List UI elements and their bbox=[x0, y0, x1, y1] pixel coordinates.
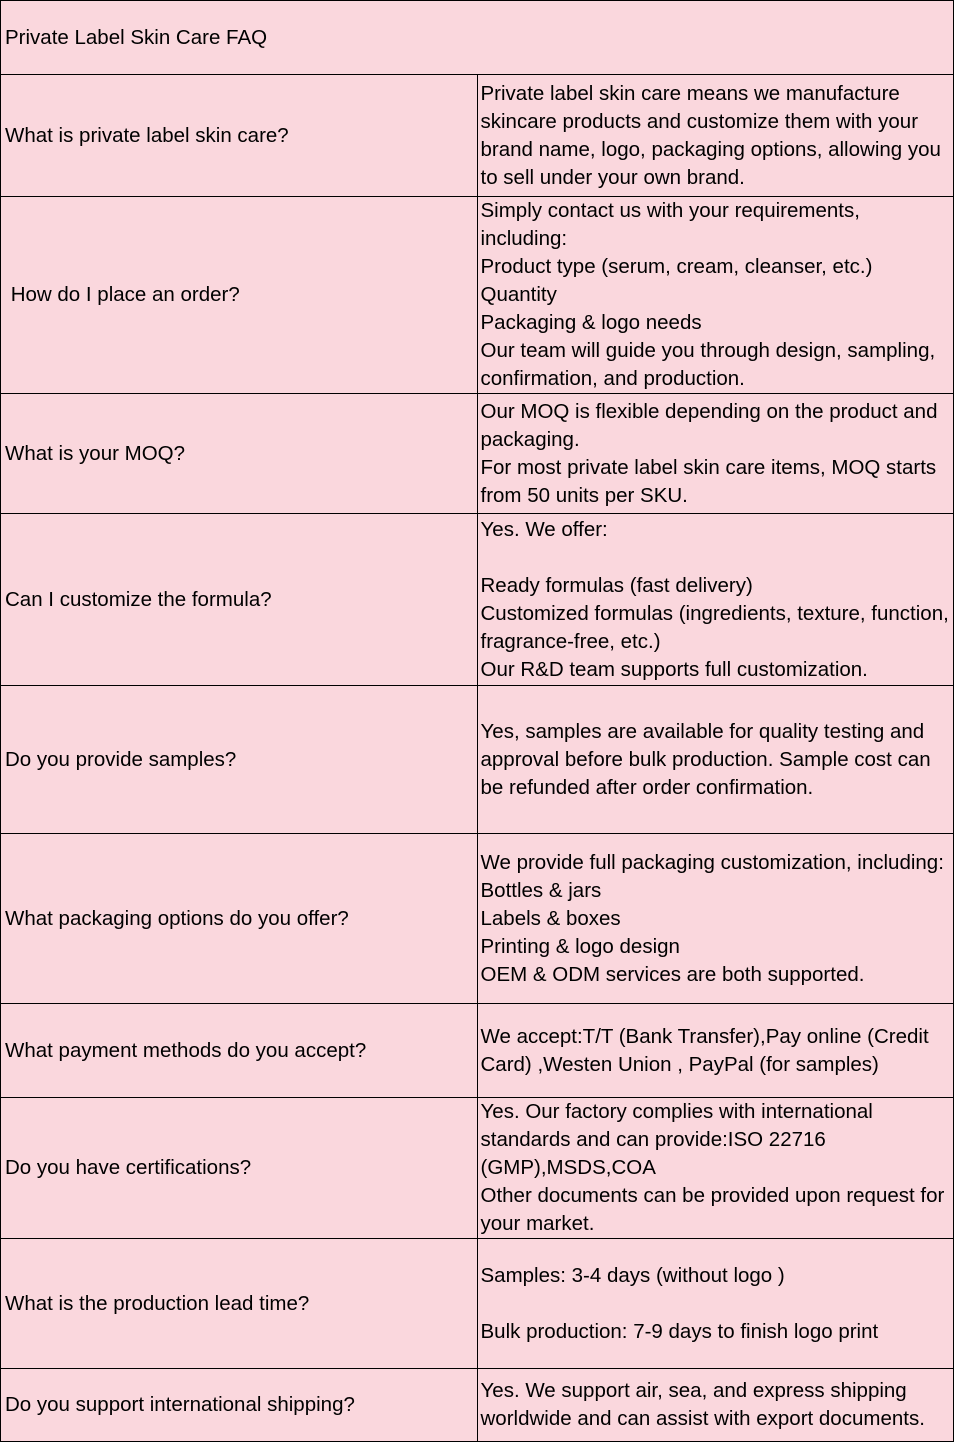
faq-row bbox=[1, 1098, 954, 1239]
faq-question: What is private label skin care? bbox=[1, 75, 478, 197]
faq-answer: Yes. We support air, sea, and express shipping worldwide and can assist with export documents. bbox=[477, 1369, 954, 1442]
faq-answer: We provide full packaging customization, including: Bottles & jars Labels & boxes Printing & logo design OEM & ODM services are both supported. bbox=[477, 834, 954, 1004]
faq-answer: Our MOQ is flexible depending on the product and packaging. For most private label skin care items, MOQ starts from 50 units per SKU. bbox=[477, 394, 954, 514]
faq-answer: Simply contact us with your requirements, including: Product type (serum, cream, cleanser, etc.) Quantity Packaging & logo needs Our team will guide you through design, sampling, confirmation, and production. bbox=[477, 197, 954, 394]
faq-row bbox=[1, 834, 954, 1004]
faq-row bbox=[1, 1369, 954, 1442]
faq-question: How do I place an order? bbox=[1, 197, 478, 394]
faq-row bbox=[1, 1239, 954, 1369]
faq-question: What payment methods do you accept? bbox=[1, 1004, 478, 1098]
faq-question: What is the production lead time? bbox=[1, 1239, 478, 1369]
faq-question: Do you have certifications? bbox=[1, 1098, 478, 1239]
faq-question: What is your MOQ? bbox=[1, 394, 478, 514]
faq-answer: Yes, samples are available for quality testing and approval before bulk production. Sample cost can be refunded after order confirmation. bbox=[477, 686, 954, 834]
faq-answer: Samples: 3-4 days (without logo ) Bulk production: 7-9 days to finish logo print bbox=[477, 1239, 954, 1369]
faq-title: Private Label Skin Care FAQ bbox=[1, 1, 954, 75]
faq-row bbox=[1, 514, 954, 686]
faq-row bbox=[1, 686, 954, 834]
faq-question: Can I customize the formula? bbox=[1, 514, 478, 686]
faq-row bbox=[1, 197, 954, 394]
faq-question: What packaging options do you offer? bbox=[1, 834, 478, 1004]
faq-answer: Yes. We offer: Ready formulas (fast delivery) Customized formulas (ingredients, texture, function, fragrance-free, etc.) Our R&D team supports full customization. bbox=[477, 514, 954, 686]
faq-row bbox=[1, 1004, 954, 1098]
faq-answer: Private label skin care means we manufacture skincare products and customize them with your brand name, logo, packaging options, allowing you to sell under your own brand. bbox=[477, 75, 954, 197]
faq-answer: We accept:T/T (Bank Transfer),Pay online (Credit Card) ,Westen Union , PayPal (for samples) bbox=[477, 1004, 954, 1098]
faq-row bbox=[1, 75, 954, 197]
faq-question: Do you support international shipping? bbox=[1, 1369, 478, 1442]
faq-row bbox=[1, 394, 954, 514]
faq-answer: Yes. Our factory complies with international standards and can provide:ISO 22716 (GMP),MSDS,COA Other documents can be provided upon request for your market. bbox=[477, 1098, 954, 1239]
faq-question: Do you provide samples? bbox=[1, 686, 478, 834]
title-row bbox=[1, 1, 954, 75]
